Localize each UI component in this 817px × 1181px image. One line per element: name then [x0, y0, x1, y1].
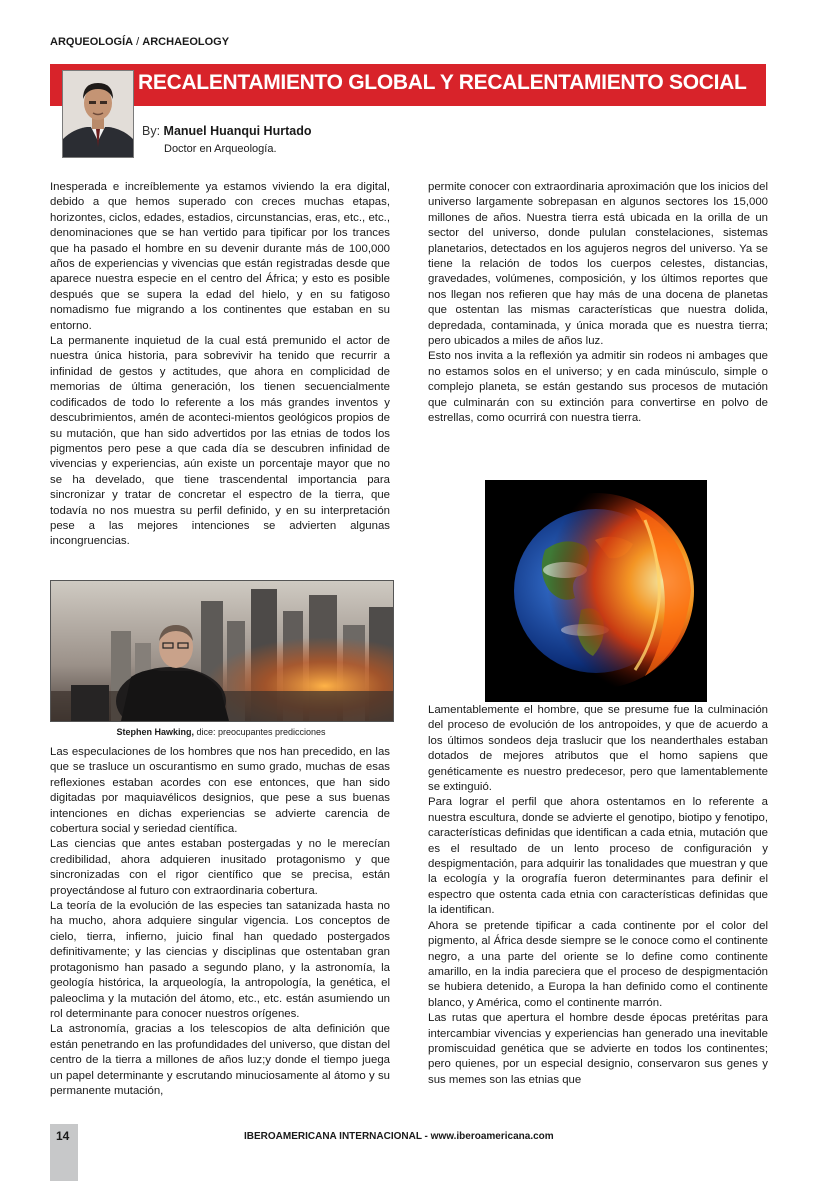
column-right-bottom: [428, 703, 768, 1088]
title-bar: [50, 64, 766, 106]
byline-prefix: By:: [142, 124, 161, 138]
stephen-hawking-photo: [50, 580, 394, 722]
author-name: Manuel Huanqui Hurtado: [163, 124, 312, 138]
paragraph: permite conocer con extraordinaria aproximación que los inicios del universo largamente sobrepasan en algunos sectores los 15,000 millones de años. Nuestra tierra está ubicada en la orilla de un sector del universo, donde pululan constelaciones, sistemas planetarios, detectados en los agujeros negros del universo. Ya se tiene la relación de todos los cuerpos celestes, distancias, gravedades, volúmenes, composición, y los últimos reportes que nos llegan nos refieren que hay más de una docena de planetas que ostentan las mismas características que nuestra dolida, depredada, contaminada, y única morada que es nuestra tierra; pero ubicados a miles de años luz.: [428, 181, 768, 348]
paragraph: Inesperada e increíblemente ya estamos viviendo la era digital, debido a que hemos superado con creces muchas etapas, horizontes, ciclos, edades, estadios, circunstancias, eras, etc., etc., denominaciones que se han vertido para tipificar por los trances que ha pasado el hombre en su devenir durante más de 100,000 años de experiencias y vivencias que están registradas desde que aparece nuestra especie en el centro del África; y esto es posible después que se supera la edad del hielo, y en su fatigoso nomadismo fue migrando a los continentes que estaban en su entorno.: [50, 181, 390, 332]
column-left-bottom: [50, 745, 390, 1099]
city-ruins-illustration-icon: [51, 581, 393, 721]
image-caption: [50, 727, 392, 737]
paragraph: La astronomía, gracias a los telescopios de alta definición que están penetrando en las profundidades del universo, que distan del centro de la tierra a millones de años luz;y donde el tiempo juega un papel determinante y escrutando minuciosamente al átomo y su permanente mutación,: [50, 1023, 390, 1097]
section-label: [50, 36, 229, 48]
section-label-es: ARQUEOLOGÍA: [50, 36, 134, 48]
footer-publication: IBEROAMERICANA INTERNACIONAL - www.iberoamericana.com: [244, 1131, 554, 1142]
burning-earth-icon: [485, 480, 707, 702]
paragraph: Las ciencias que antes estaban postergadas y no le merecían credibilidad, ahora adquieren inusitado protagonismo y que sincronizadas con el rigor científico que se precisa, están proyectándose al futuro con extraordinaria cobertura.: [50, 838, 390, 897]
paragraph: Ahora se pretende tipificar a cada continente por el color del pigmento, al África desde siempre se le conoce como el continente negro, a una parte del oriente se lo define como continente amarillo, en la india pareciera que el proceso de despigmentación se hubiera detenido, a Europa la han definido como el continente blanco, y América, como el continente marrón.: [428, 919, 768, 1009]
paragraph: Las rutas que apertura el hombre desde épocas pretéritas para intercambiar vivencias y experiencias han generado una inevitable promiscuidad genética que se advierte en todos los continentes; pero quienes, por un especial designio, conservaron sus genes y sus memes son las etnias que: [428, 1012, 768, 1086]
article-title: RECALENTAMIENTO GLOBAL Y RECALENTAMIENTO SOCIAL: [138, 71, 747, 94]
paragraph: Esto nos invita a la reflexión ya admitir sin rodeos ni ambages que no estamos solos en el universo; y en cada minúsculo, simple o complejo planeta, se están gestando sus procesos de mutación que culminarán con su extinción para convertirse en polvo de estrellas, como ocurrirá con nuestra tierra.: [428, 350, 768, 425]
author-portrait-icon: [63, 71, 133, 157]
author-photo: [62, 70, 134, 158]
section-label-en: ARCHAEOLOGY: [142, 36, 230, 48]
column-right-top: [428, 180, 768, 427]
paragraph: Lamentablemente el hombre, que se presume fue la culminación del proceso de evolución de los antropoides, y que de acuerdo a los últimos sondeos deja traslucir que los neanderthales estaban dotados de mejores atributos que el homo sapiens que genéticamente es nuestro predecesor, pero que lamentablemente se extinguió.: [428, 704, 768, 794]
paragraph: La permanente inquietud de la cual está premunido el actor de nuestra única historia, para sobrevivir ha tenido que recurrir a infinidad de gestos y actitudes, que ahora en complicidad de memorias de última generación, los tienen secuencialmente codificados de todo lo referente a los más grandes inventos y descubrimientos, amén de aconteci-mientos geológicos propios de su mutación, que han sido advertidos por las etnias de todos los pigmentos pero pese a que cada día se descubren infinidad de vivencias y experiencias, aún existe un porcentaje mayor que no se ha develado, que tiene trascendental importancia para sincronizar y tratar de concretar el espectro de la tierra, que todavía no nos muestra su perfil definido, y en su interpretación pese a las mejores intenciones se advierten algunas incongruencias.: [50, 335, 390, 548]
caption-text: dice: preocupantes predicciones: [193, 727, 326, 737]
column-left-top: [50, 180, 390, 550]
burning-earth-image: [485, 480, 707, 702]
author-credential: Doctor en Arqueología.: [164, 143, 277, 155]
caption-name: Stephen Hawking,: [116, 727, 194, 737]
page-number: 14: [56, 1129, 70, 1143]
byline: [142, 124, 311, 138]
paragraph: La teoría de la evolución de las especies tan satanizada hasta no ha mucho, ahora adquiere singular vigencia. Los conceptos de cielo, tierra, infierno, juicio final han quedado postergados definitivamente; y las ciencias y disciplinas que ostentaban gran protagonismo han pasado a segundo plano, y la astronomía, la geología histórica, la arqueología, la antropología, la genética, el paleoclima y la mutación del átomo, etc., etc. están asumiendo un rol determinante para conocer nuestros orígenes.: [50, 900, 390, 1020]
paragraph: Para lograr el perfil que ahora ostentamos en lo referente a nuestra escultura, donde se advierte el genotipo, biotipo y fenotipo, características definidas que identifican a cada etnia, mutación que es el resultado de un lento proceso de configuración y despigmentación, para adquirir las tonalidades que muestran y que la ecología y la orografía fueron determinantes para definir el espectro que ostenta cada etnia con características definidas que la identifican.: [428, 796, 768, 917]
section-separator: /: [133, 36, 143, 48]
page-number-tab: [50, 1124, 78, 1181]
paragraph: Las especulaciones de los hombres que nos han precedido, en las que se trasluce un oscurantismo en sumo grado, muchas de esas reflexiones estaban acordes con ese entonces, que han sido digitadas por maquiavélicos designios, que pese a sus buenas intenciones en dichas experiencias se advierte carencia de cobertura social y seriedad científica.: [50, 746, 390, 836]
